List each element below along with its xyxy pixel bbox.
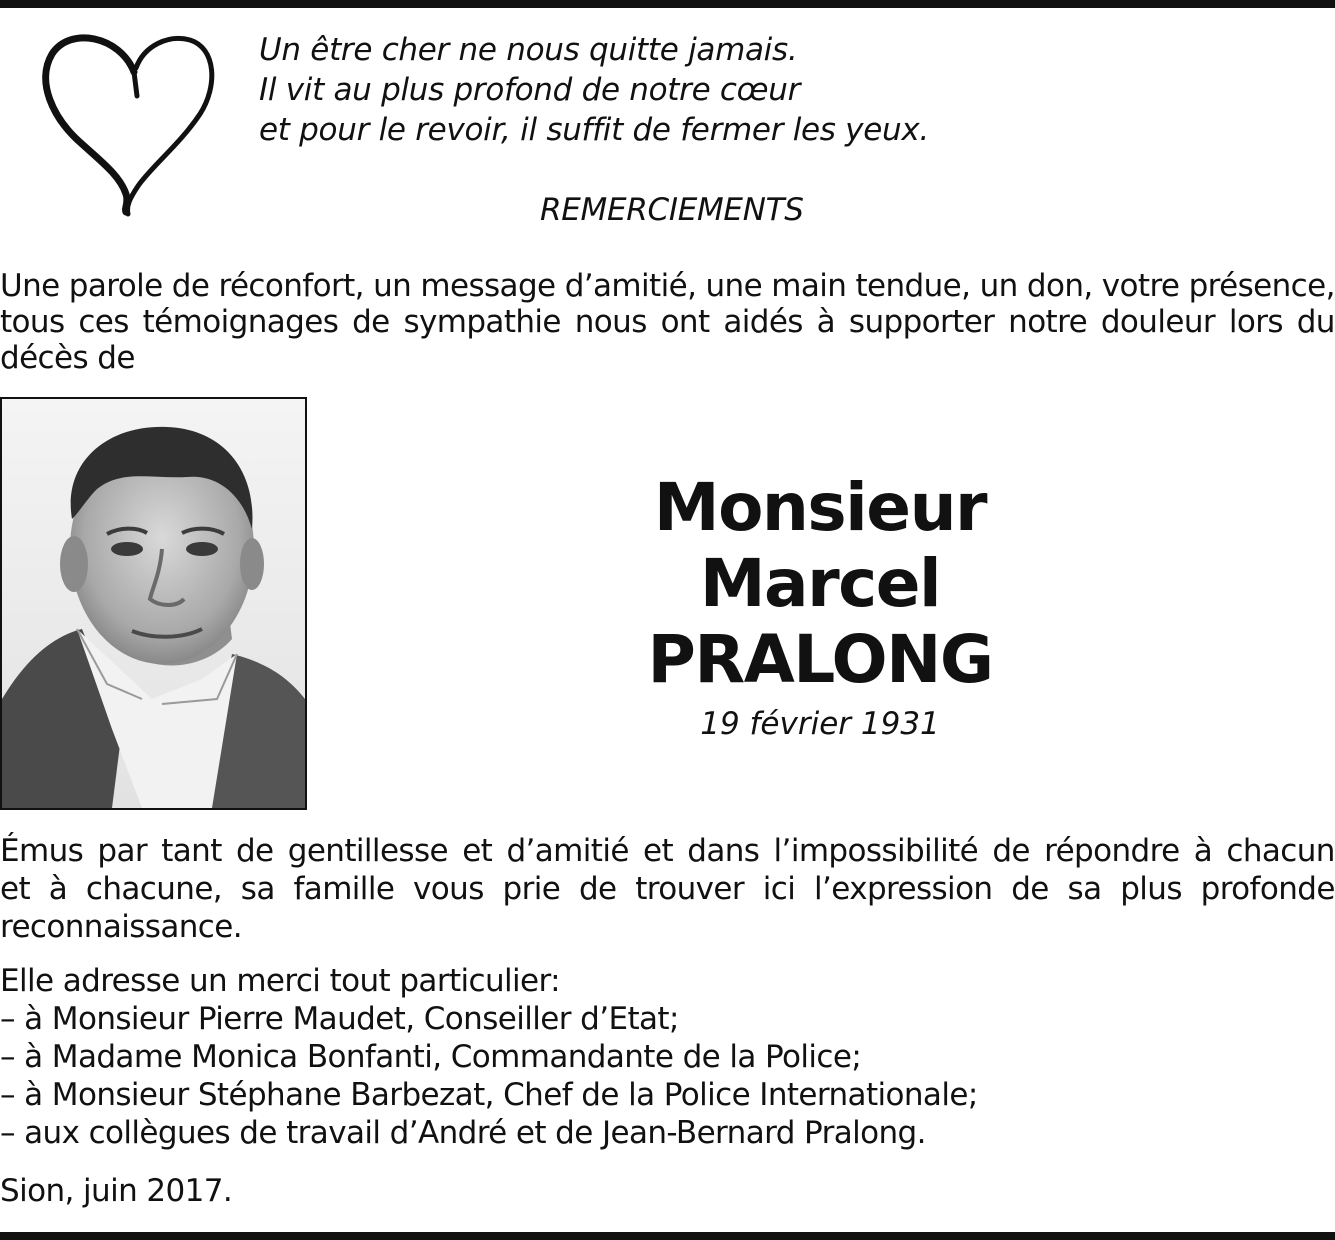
word: message <box>420 268 556 304</box>
place-date: Sion, juin 2017. <box>0 1173 233 1209</box>
intro-line-3: décès de <box>0 340 135 376</box>
word: du <box>1296 304 1335 340</box>
word: Émus <box>0 833 84 869</box>
word: ont <box>660 304 710 340</box>
word: gentillesse <box>287 833 448 869</box>
poem <box>259 30 929 150</box>
word: réconfort, <box>218 268 364 304</box>
merci-item: – aux collègues de travail d’André et de Jean-Bernard Pralong. <box>0 1115 926 1151</box>
word: à <box>816 304 836 340</box>
word: don, <box>1026 268 1093 304</box>
merci-item: – à Monsieur Pierre Maudet, Conseiller d’Etat; <box>0 1001 679 1037</box>
word: et <box>643 833 674 869</box>
word: lors <box>1228 304 1283 340</box>
word: l’expression <box>814 871 993 907</box>
merci-item: – à Monsieur Stéphane Barbezat, Chef de la Police Internationale; <box>0 1077 978 1113</box>
word: prie <box>502 871 561 907</box>
word: nous <box>574 304 647 340</box>
thanks-line-3: reconnaissance. <box>0 909 242 945</box>
word: dans <box>687 833 760 869</box>
word: et <box>0 871 31 907</box>
portrait-photo <box>0 397 307 810</box>
thanks-line-2 <box>0 870 1335 908</box>
thanks-paragraph <box>0 832 1335 946</box>
poem-line: et pour le revoir, il suffit de fermer les yeux. <box>259 112 929 148</box>
bottom-rule <box>0 1232 1335 1240</box>
word: de <box>171 268 210 304</box>
deceased-title: Monsieur <box>653 469 987 546</box>
word: d’amitié, <box>564 268 697 304</box>
word: tous <box>0 304 65 340</box>
heading-remerciements: REMERCIEMENTS <box>540 192 804 228</box>
word: sympathie <box>403 304 561 340</box>
word: présence, <box>1188 268 1335 304</box>
deceased-last-name: PRALONG <box>647 621 993 698</box>
word: parole <box>68 268 163 304</box>
word: de <box>1011 871 1049 907</box>
word: tendue, <box>855 268 971 304</box>
merci-item: – à Madame Monica Bonfanti, Commandante de la Police; <box>0 1039 862 1075</box>
word: de <box>235 833 274 869</box>
word: supporter <box>848 304 995 340</box>
merci-list <box>0 962 1335 1152</box>
word: ces <box>78 304 129 340</box>
intro-line-2 <box>0 304 1335 340</box>
word: chacun <box>1226 833 1335 869</box>
word: à <box>48 871 68 907</box>
word: une <box>705 268 763 304</box>
intro-paragraph <box>0 268 1335 376</box>
deceased-first-name: Marcel <box>699 545 941 622</box>
word: sa <box>1067 871 1102 907</box>
word: sa <box>240 871 275 907</box>
word: trouver <box>635 871 745 907</box>
word: l’impossibilité <box>773 833 979 869</box>
word: par <box>97 833 148 869</box>
word: tant <box>161 833 222 869</box>
word: et <box>462 833 493 869</box>
word: répondre <box>1044 833 1180 869</box>
word: de <box>352 304 390 340</box>
word: profonde <box>1200 871 1335 907</box>
intro-line-1 <box>0 268 1335 304</box>
merci-intro: Elle adresse un merci tout particulier: <box>0 963 560 999</box>
word: à <box>1193 833 1213 869</box>
word: ici <box>762 871 796 907</box>
word: Une <box>0 268 60 304</box>
word: aidés <box>723 304 803 340</box>
word: chacune, <box>85 871 223 907</box>
poem-line: Il vit au plus profond de notre cœur <box>259 72 801 108</box>
word: un <box>979 268 1018 304</box>
word: un <box>373 268 412 304</box>
word: notre <box>1008 304 1088 340</box>
word: de <box>578 871 617 907</box>
thanks-line-1 <box>0 832 1335 870</box>
word: de <box>992 833 1030 869</box>
top-rule <box>0 0 1335 8</box>
word: famille <box>293 871 395 907</box>
portrait-illustration <box>2 399 305 808</box>
word: vous <box>413 871 484 907</box>
word: votre <box>1101 268 1180 304</box>
heart-icon <box>40 26 230 226</box>
word: plus <box>1120 871 1182 907</box>
deceased-date: 19 février 1931 <box>700 706 940 742</box>
deceased-name-block <box>540 470 1100 744</box>
word: témoignages <box>142 304 339 340</box>
word: douleur <box>1100 304 1216 340</box>
word: d’amitié <box>506 833 629 869</box>
word: main <box>771 268 847 304</box>
poem-line: Un être cher ne nous quitte jamais. <box>259 32 798 68</box>
